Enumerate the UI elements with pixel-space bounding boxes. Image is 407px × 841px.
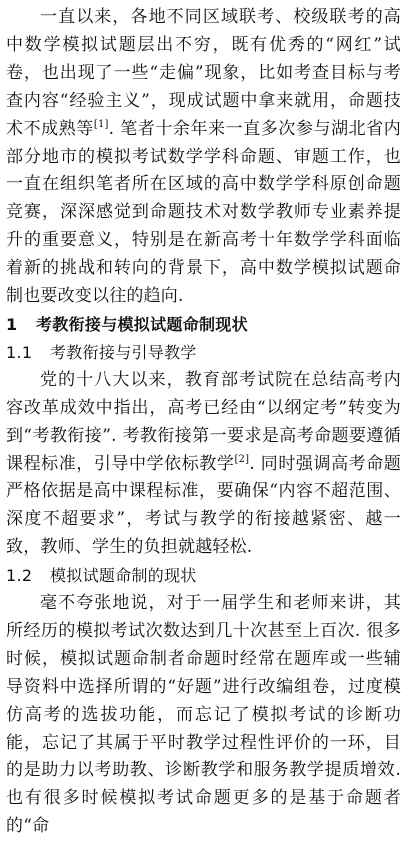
section-1-2-text: 毫不夸张地说，对于一届学生和老师来讲，其所经历的模拟考试次数达到几十次甚至上百次. 很多时候，模拟试题命制者命题时经常在题库或一些辅导资料中选择所谓的“好题”进行改编组卷，过度模仿高考的选拔功能，而忘记了模拟考试的诊断功能，忘记了其属于平时教学过程性评价的一环，目的是助力以考助教、诊断教学和服务教学提质增效. 也有很多时候模拟考试命题更多的是基于命题者的“命 — [6, 593, 401, 837]
section-1-1-heading — [6, 339, 401, 367]
citation-2: [2] — [234, 453, 250, 465]
citation-1: [1] — [93, 118, 109, 130]
intro-paragraph — [6, 4, 401, 311]
section-1-1-text-continued: . 同时强调高考命题严格依据是高中课程标准，要确保“内容不超范围、深度不超要求”，考试与教学的衔接越紧密、越一致，教师、学生的负担就越轻松. — [6, 453, 401, 558]
section-1-1-title: 考教衔接与引导教学 — [50, 342, 197, 362]
section-1-2-title: 模拟试题命制的现状 — [50, 566, 197, 586]
section-1-title: 考教衔接与模拟试题命制现状 — [36, 314, 248, 334]
intro-text: 一直以来，各地不同区域联考、校级联考的高中数学模拟试题层出不穷，既有优秀的“网红”试卷，也出现了一些“走偏”现象，比如考查目标与考查内容“经验主义”，现成试题中拿来就用，命题技术不成熟等 — [6, 7, 401, 139]
section-1-1-paragraph — [6, 367, 401, 562]
section-1-number: 1 — [6, 314, 18, 334]
intro-text-continued: . 笔者十余年来一直多次参与湖北省内部分地市的模拟考试数学学科命题、审题工作，也一直在组织笔者所在区域的高中数学学科原创命题竞赛，深深感觉到命题技术对数学教师专业素养提升的重要意义，特别是在新高考十年数学学科面临着新的挑战和转向的背景下，高中数学模拟试题命制也要改变以往的趋向. — [6, 118, 401, 307]
section-1-2-paragraph — [6, 590, 401, 841]
section-1-1-text: 党的十八大以来，教育部考试院在总结高考内容改革成效中指出，高考已经由“以纲定考”转变为到“考教衔接”. 考教衔接第一要求是高考命题要遵循课程标准，引导中学依标教学 — [6, 369, 401, 474]
section-1-1-number: 1.1 — [6, 342, 33, 362]
section-1-2-heading — [6, 562, 401, 590]
section-1-heading — [6, 311, 401, 339]
section-1-2-number: 1.2 — [6, 566, 33, 586]
